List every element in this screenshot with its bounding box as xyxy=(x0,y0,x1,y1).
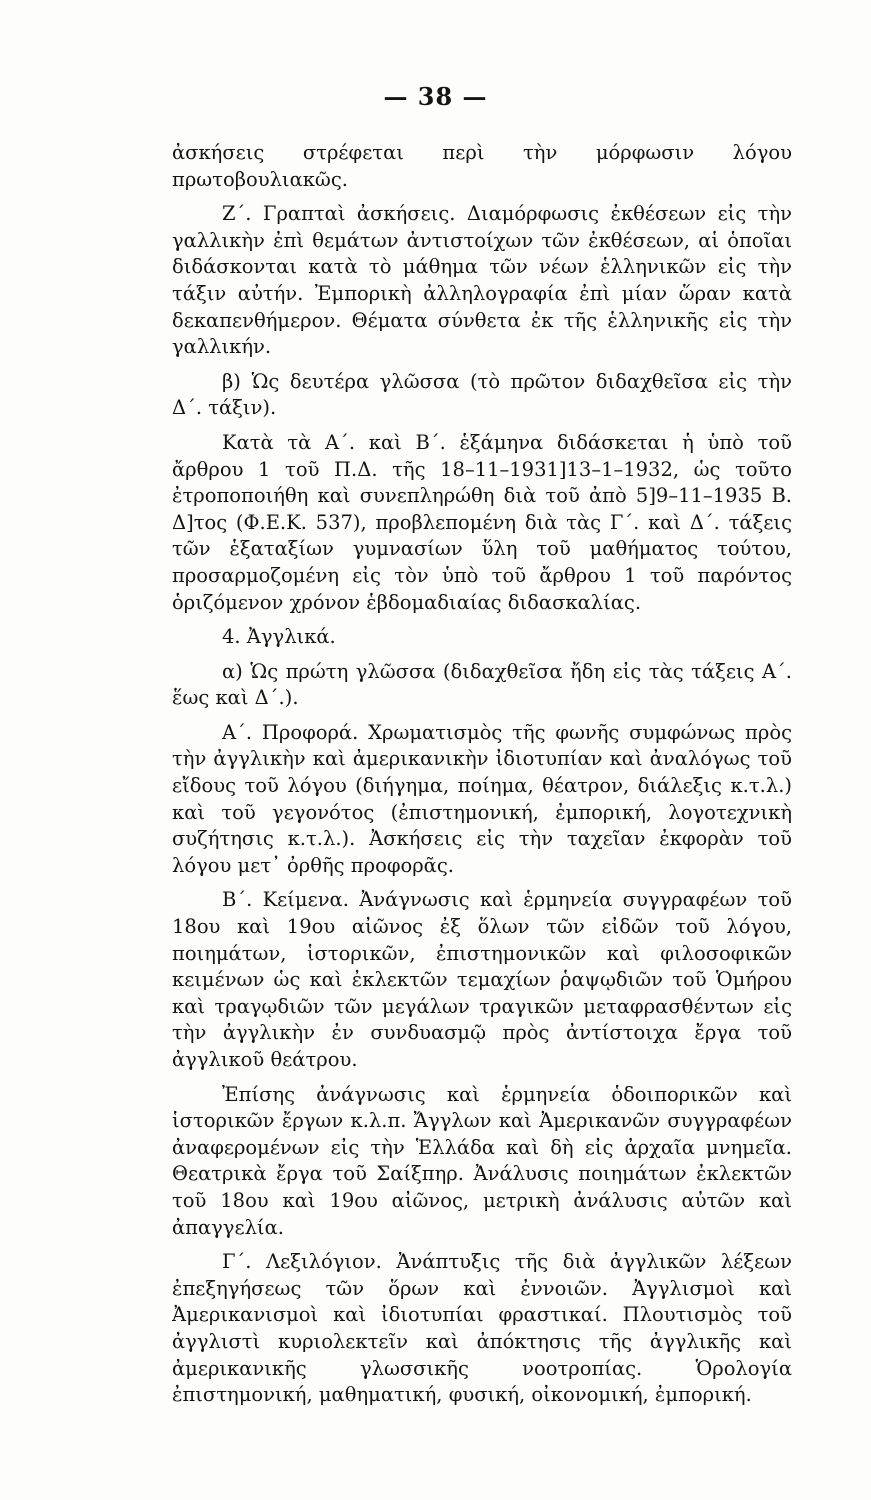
paragraph-continuation: ἀσκήσεις στρέφεται περὶ τὴν μόρφωσιν λόγου πρωτοβουλιακῶς. xyxy=(172,141,792,191)
paragraph-vocabulary: Γ΄. Λεξιλόγιον. Ἀνάπτυξις τῆς διὰ ἀγγλικῶν λέξεων ἐπεξηγήσεως τῶν ὅρων καὶ ἐννοιῶν. Ἀγγλισμοὶ καὶ Ἀμερικανισμοὶ καὶ ἰδιοτυπίαι φραστικαί. Πλουτισμὸς τοῦ ἀγγλιστὶ κυριολεκτεῖν καὶ ἀπόκτησις τῆς ἀγγλικῆς καὶ ἀμερικανικῆς γλωσσικῆς νοοτροπίας. Ὁρολογία ἐπιστημονική, μαθηματική, φυσική, οἰκονομική, ἐμπορική. xyxy=(172,1250,792,1407)
paragraph-written-exercises: Ζ΄. Γραπταὶ ἀσκήσεις. Διαμόρφωσις ἐκθέσεων εἰς τὴν γαλλικὴν ἐπὶ θεμάτων ἀντιστοίχων τῶν ἐκθέσεων, αἱ ὁποῖαι διδάσκονται κατὰ τὸ μάθημα τῶν νέων ἑλληνικῶν εἰς τὴν τάξιν αὐτήν. Ἐμπορικὴ ἀλληλογραφία ἐπὶ μίαν ὥραν κατὰ δεκαπενθήμερον. Θέματα σύνθετα ἐκ τῆς ἑλληνικῆς εἰς τὴν γαλλικήν. xyxy=(172,202,792,359)
body-text xyxy=(172,140,792,1409)
paragraph-travel-readings: Ἐπίσης ἀνάγνωσις καὶ ἑρμηνεία ὁδοιπορικῶν καὶ ἱστορικῶν ἔργων κ.λ.π. Ἄγγλων καὶ Ἀμερικανῶν συγγραφέων ἀναφερομένων εἰς τὴν Ἑλλάδα καὶ δὴ εἰς ἀρχαῖα μνημεῖα. Θεατρικὰ ἔργα τοῦ Σαίξπηρ. Ἀνάλυσις ποιημάτων ἐκλεκτῶν τοῦ 18ου καὶ 19ου αἰῶνος, μετρικὴ ἀνάλυσις αὐτῶν καὶ ἀπαγγελία. xyxy=(172,1082,792,1239)
paragraph-texts: Β΄. Κείμενα. Ἀνάγνωσις καὶ ἑρμηνεία συγγραφέων τοῦ 18ου καὶ 19ου αἰῶνος ἐξ ὅλων τῶν εἰδῶν τοῦ λόγου, ποιημάτων, ἱστορικῶν, ἐπιστημονικῶν καὶ φιλοσοφικῶν κειμένων ὡς καὶ ἐκλεκτῶν τεμαχίων ῥαψῳδιῶν τοῦ Ὁμήρου καὶ τραγῳδιῶν τῶν μεγάλων τραγικῶν μεταφρασθέντων εἰς τὴν ἀγγλικὴν ἐν συνδυασμῷ πρὸς ἀντίστοιχα ἔργα τοῦ ἀγγλικοῦ θεάτρου. xyxy=(172,888,792,1071)
paragraph-second-language-heading: β) Ὡς δευτέρα γλῶσσα (τὸ πρῶτον διδαχθεῖσα εἰς τὴν Δ΄. τάξιν). xyxy=(172,369,792,420)
page-number: — 38 — xyxy=(383,82,488,111)
paragraph-semester-curriculum: Κατὰ τὰ Α΄. καὶ Β΄. ἑξάμηνα διδάσκεται ἡ ὑπὸ τοῦ ἄρθρου 1 τοῦ Π.Δ. τῆς 18–11–1931]13–1–1932, ὡς τοῦτο ἐτροποποιήθη καὶ συνεπληρώθη διὰ τοῦ ἀπὸ 5]9–11–1935 Β. Δ]τος (Φ.Ε.Κ. 537), προβλεπομένη διὰ τὰς Γ΄. καὶ Δ΄. τάξεις τῶν ἑξαταξίων γυμνασίων ὕλη τοῦ μαθήματος τούτου, προσαρμοζομένη εἰς τὸν ὑπὸ τοῦ ἄρθρου 1 τοῦ παρόντος ὁριζόμενον χρόνον ἑβδομαδιαίας διδασκαλίας. xyxy=(172,430,792,614)
paragraph-first-language-heading: α) Ὡς πρώτη γλῶσσα (διδαχθεῖσα ἤδη εἰς τὰς τάξεις Α΄. ἕως καὶ Δ΄.). xyxy=(172,659,792,710)
section-heading-english: 4. Ἀγγλικά. xyxy=(222,625,336,649)
paragraph-pronunciation: Α΄. Προφορά. Χρωματισμὸς τῆς φωνῆς συμφώνως πρὸς τὴν ἀγγλικὴν καὶ ἀμερικανικὴν ἰδιοτυπίαν καὶ ἀναλόγως τοῦ εἴδους τοῦ λόγου (διήγημα, ποίημα, θέατρον, διάλεξις κ.τ.λ.) καὶ τοῦ γεγονότος (ἐπιστημονική, ἐμπορική, λογοτεχνικὴ συζήτησις κ.τ.λ.). Ἀσκήσεις εἰς τὴν ταχεῖαν ἐκφορὰν τοῦ λόγου μετ᾽ ὀρθῆς προφορᾶς. xyxy=(172,720,792,877)
